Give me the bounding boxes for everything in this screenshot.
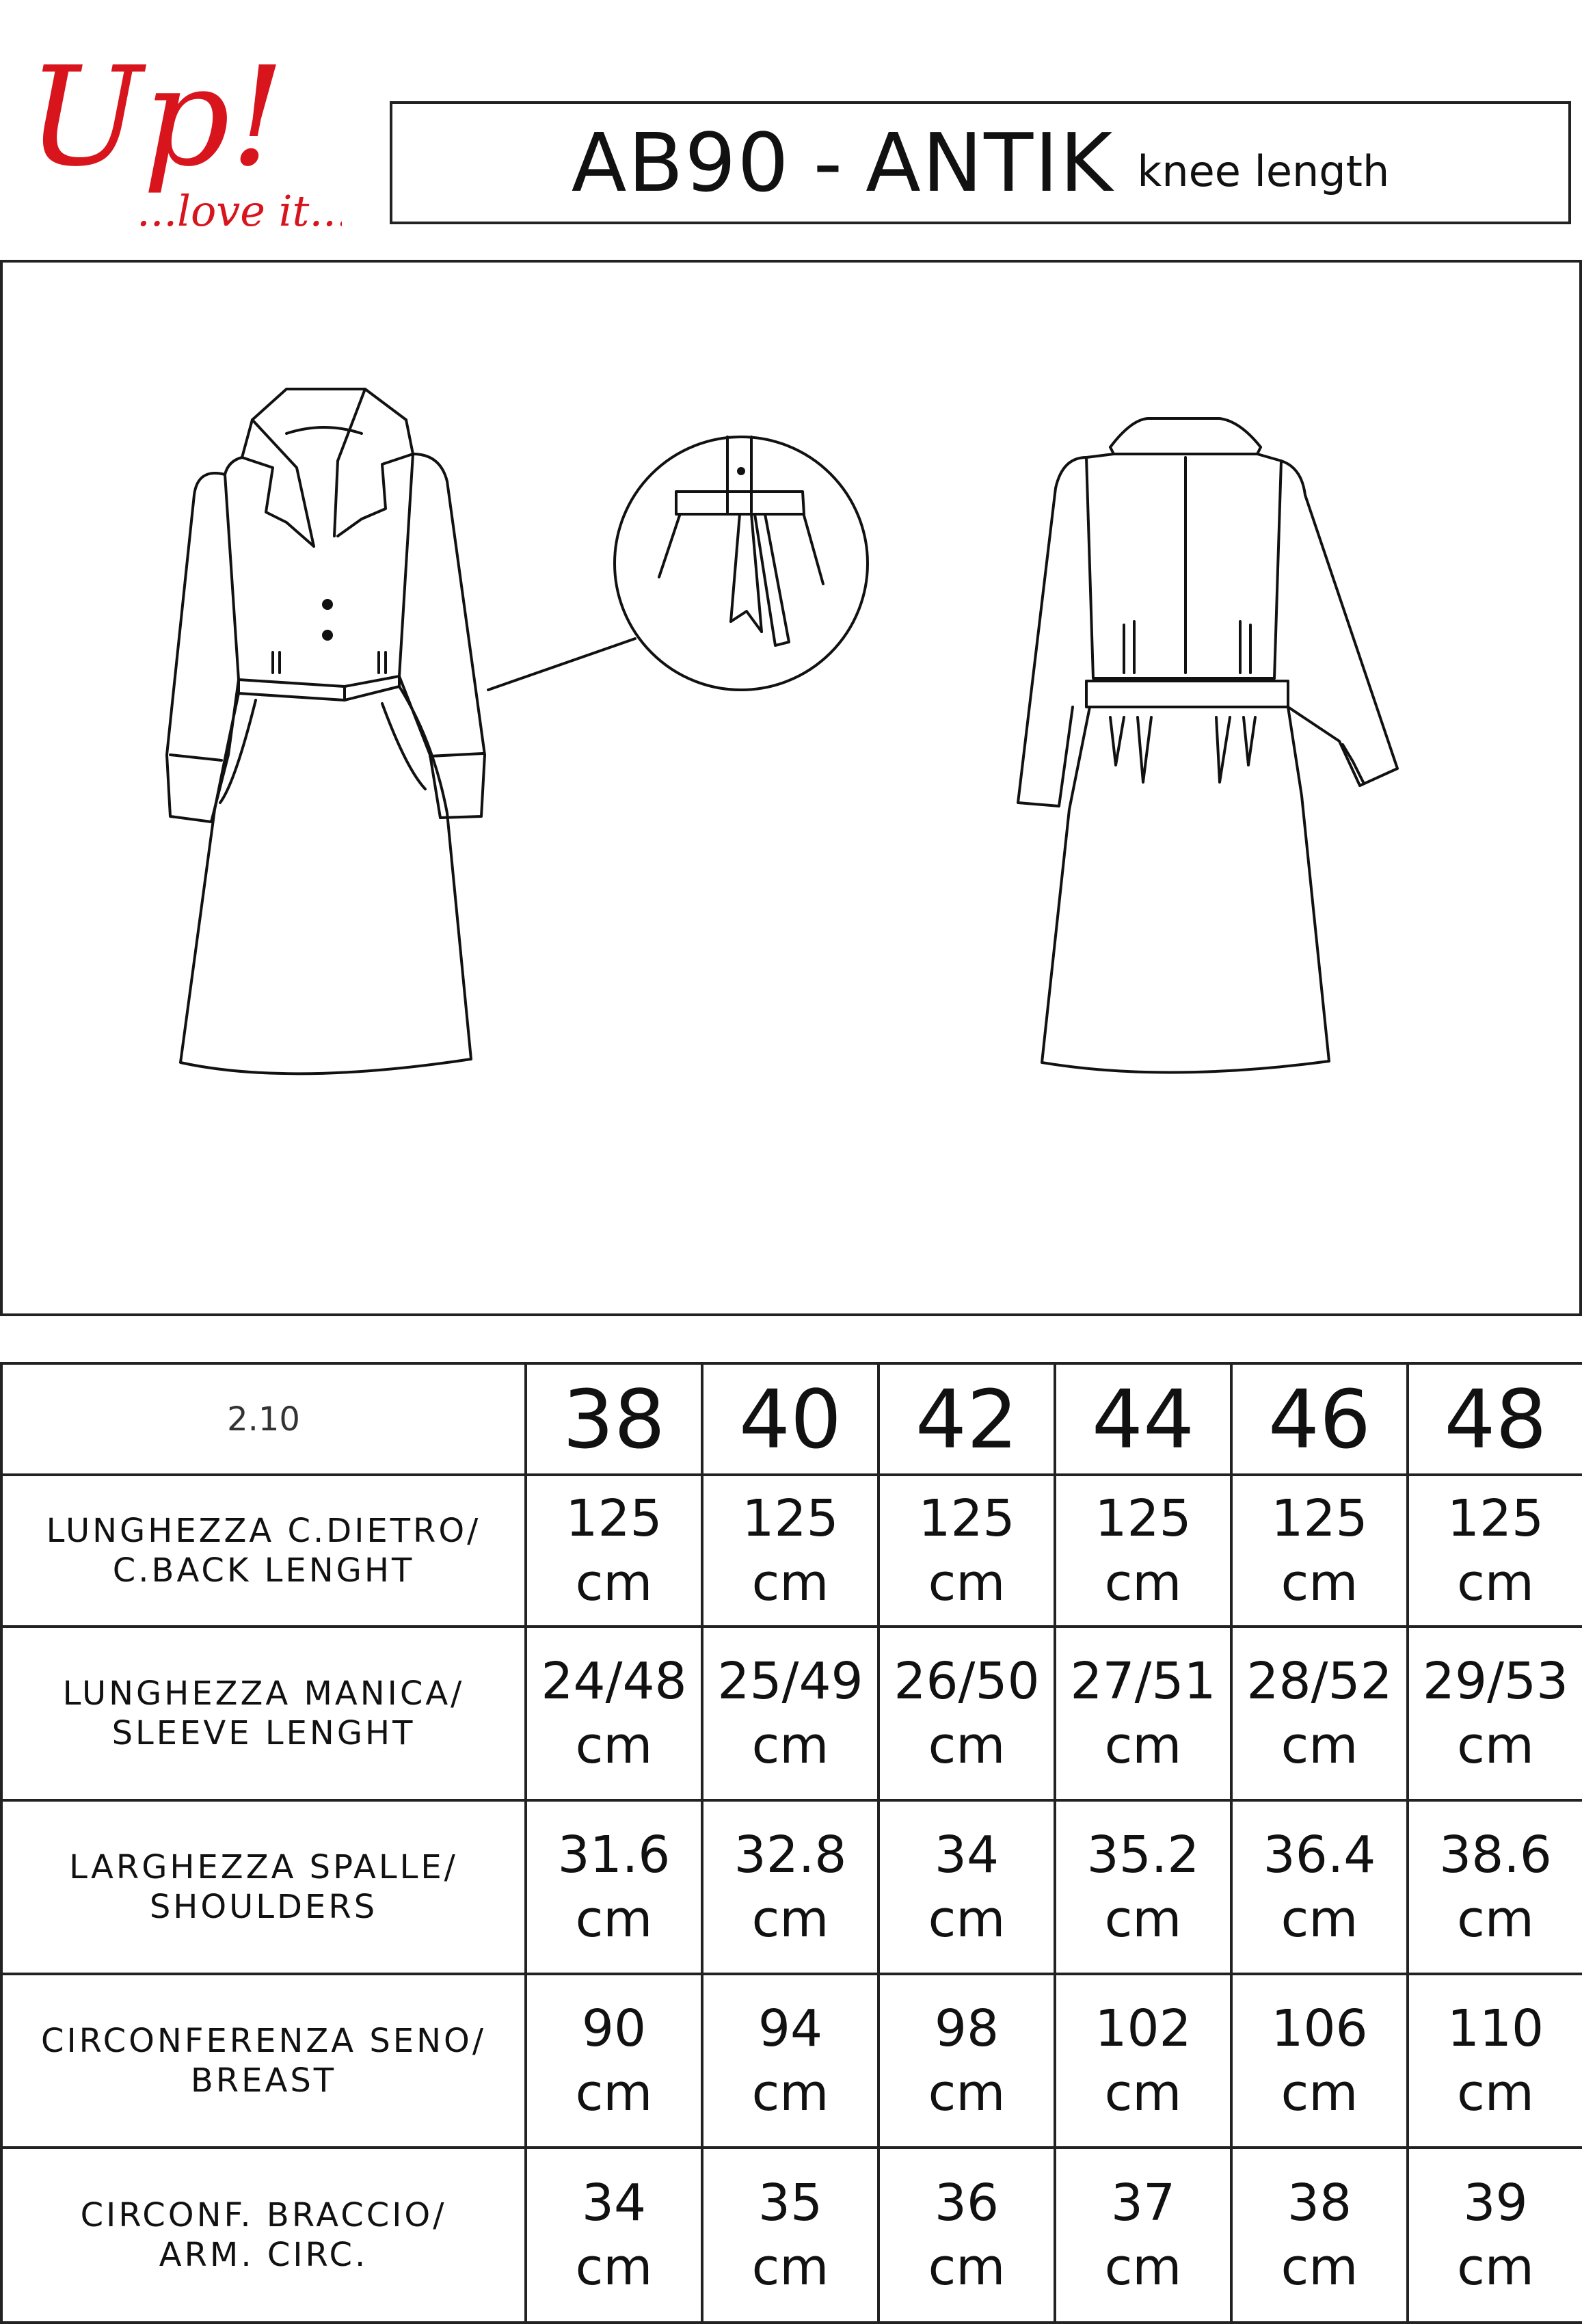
value-number: 125 (1271, 1489, 1368, 1548)
title-box (390, 101, 1571, 224)
value-unit: cm (575, 1716, 653, 1775)
value-cell (526, 1475, 702, 1627)
value-unit: cm (928, 2238, 1006, 2297)
value-unit: cm (1104, 1716, 1182, 1775)
size-38: 38 (526, 1363, 702, 1475)
value-number: 32.8 (734, 1826, 847, 1884)
value-cell (1408, 1800, 1582, 1974)
value-number: 94 (758, 1999, 823, 2058)
value-number: 38.6 (1439, 1826, 1552, 1884)
row-label-it: CIRCONFERENZA SENO/ (41, 2022, 486, 2060)
value-number: 36.4 (1263, 1826, 1376, 1884)
row-label-it: LUNGHEZZA C.DIETRO/ (46, 1512, 481, 1550)
value-unit: cm (575, 1553, 653, 1612)
value-cell (1408, 1974, 1582, 2148)
value-number: 31.6 (557, 1826, 671, 1884)
value-number: 125 (1447, 1489, 1544, 1548)
value-number: 27/51 (1070, 1652, 1216, 1711)
value-cell (526, 1800, 702, 1974)
size-46: 46 (1231, 1363, 1408, 1475)
value-cell (1231, 1974, 1408, 2148)
table-row (1, 1627, 1582, 1800)
value-number: 34 (581, 2174, 647, 2232)
value-cell (1231, 1800, 1408, 1974)
value-unit: cm (751, 1553, 829, 1612)
value-number: 38 (1287, 2174, 1352, 2232)
model-name: ANTIK (866, 116, 1114, 210)
value-unit: cm (1281, 1553, 1358, 1612)
table-row (1, 1800, 1582, 1974)
model-length: knee length (1137, 146, 1390, 196)
value-unit: cm (751, 2238, 829, 2297)
front-view-drawing (167, 389, 485, 1073)
value-cell (1055, 1475, 1231, 1627)
value-number: 106 (1271, 1999, 1368, 2058)
logo-tagline: ...love it... (137, 186, 342, 236)
value-unit: cm (1104, 1553, 1182, 1612)
value-unit: cm (1457, 2238, 1534, 2297)
model-code: AB90 (571, 116, 790, 210)
value-cell (1231, 1475, 1408, 1627)
value-number: 125 (742, 1489, 839, 1548)
value-unit: cm (575, 2238, 653, 2297)
value-number: 125 (1095, 1489, 1192, 1548)
value-unit: cm (928, 1716, 1006, 1775)
brand-logo-graphic (21, 27, 342, 239)
value-cell (1408, 2148, 1582, 2323)
value-cell (879, 1974, 1055, 2148)
value-unit: cm (1457, 2063, 1534, 2122)
value-unit: cm (928, 1890, 1006, 1949)
row-label (1, 1475, 526, 1627)
table-row (1, 1475, 1582, 1627)
size-42: 42 (879, 1363, 1055, 1475)
value-number: 29/53 (1422, 1652, 1569, 1711)
value-cell (1408, 1475, 1582, 1627)
value-unit: cm (928, 2063, 1006, 2122)
row-label-it: LARGHEZZA SPALLE/ (69, 1848, 458, 1886)
value-unit: cm (1281, 2238, 1358, 2297)
brand-logo (21, 27, 342, 239)
value-cell (1055, 1627, 1231, 1800)
value-unit: cm (1457, 1890, 1534, 1949)
value-cell (1231, 2148, 1408, 2323)
table-row (1, 2148, 1582, 2323)
value-number: 98 (934, 1999, 1000, 2058)
title-separator: - (813, 116, 843, 210)
value-unit: cm (928, 1553, 1006, 1612)
belt-detail-drawing (615, 437, 868, 690)
value-number: 110 (1447, 1999, 1544, 2058)
value-number: 36 (934, 2174, 1000, 2232)
row-label-it: CIRCONF. BRACCIO/ (80, 2196, 447, 2234)
value-number: 35.2 (1086, 1826, 1200, 1884)
value-number: 90 (581, 1999, 647, 2058)
value-number: 35 (758, 2174, 823, 2232)
value-unit: cm (1281, 1890, 1358, 1949)
row-label (1, 1627, 526, 1800)
size-40: 40 (702, 1363, 879, 1475)
row-label-en: C.BACK LENGHT (112, 1551, 415, 1590)
value-number: 25/49 (717, 1652, 863, 1711)
value-number: 39 (1463, 2174, 1528, 2232)
value-unit: cm (1104, 2238, 1182, 2297)
value-cell (879, 1627, 1055, 1800)
value-number: 125 (565, 1489, 662, 1548)
row-label (1, 1800, 526, 1974)
value-unit: cm (1457, 1553, 1534, 1612)
value-cell (702, 2148, 879, 2323)
value-number: 125 (918, 1489, 1015, 1548)
size-48: 48 (1408, 1363, 1582, 1475)
value-unit: cm (751, 1716, 829, 1775)
row-label-it: LUNGHEZZA MANICA/ (62, 1674, 465, 1713)
value-unit: cm (1281, 2063, 1358, 2122)
row-label-en: ARM. CIRC. (159, 2236, 368, 2274)
value-number: 34 (934, 1826, 1000, 1884)
value-number: 28/52 (1246, 1652, 1393, 1711)
value-cell (1231, 1627, 1408, 1800)
logo-text: Up! (27, 38, 285, 197)
value-unit: cm (1104, 2063, 1182, 2122)
value-cell (526, 1974, 702, 2148)
value-cell (702, 1800, 879, 1974)
value-cell (879, 1800, 1055, 1974)
value-number: 26/50 (894, 1652, 1040, 1711)
table-code: 2.10 (1, 1363, 526, 1475)
back-view-drawing (1018, 418, 1397, 1073)
size-chart-table (0, 1362, 1582, 2324)
value-cell (526, 1627, 702, 1800)
value-cell (879, 2148, 1055, 2323)
value-unit: cm (575, 2063, 653, 2122)
technical-drawing (3, 263, 1579, 1313)
value-cell (1055, 2148, 1231, 2323)
value-unit: cm (1104, 1890, 1182, 1949)
value-unit: cm (575, 1890, 653, 1949)
row-label-en: BREAST (190, 2061, 337, 2100)
row-label-en: SHOULDERS (149, 1888, 378, 1926)
size-44: 44 (1055, 1363, 1231, 1475)
value-cell (1408, 1627, 1582, 1800)
value-unit: cm (751, 2063, 829, 2122)
value-unit: cm (1457, 1716, 1534, 1775)
row-label (1, 2148, 526, 2323)
value-cell (702, 1974, 879, 2148)
value-cell (526, 2148, 702, 2323)
row-label (1, 1974, 526, 2148)
value-unit: cm (751, 1890, 829, 1949)
row-label-en: SLEEVE LENGHT (111, 1714, 416, 1752)
value-unit: cm (1281, 1716, 1358, 1775)
value-cell (1055, 1800, 1231, 1974)
value-number: 102 (1095, 1999, 1192, 2058)
value-number: 24/48 (541, 1652, 687, 1711)
size-header-row (1, 1363, 1582, 1475)
detail-pointer-line (488, 639, 635, 690)
value-number: 37 (1110, 2174, 1176, 2232)
technical-drawing-panel (0, 260, 1582, 1316)
value-cell (1055, 1974, 1231, 2148)
table-row (1, 1974, 1582, 2148)
value-cell (702, 1475, 879, 1627)
value-cell (879, 1475, 1055, 1627)
value-cell (702, 1627, 879, 1800)
